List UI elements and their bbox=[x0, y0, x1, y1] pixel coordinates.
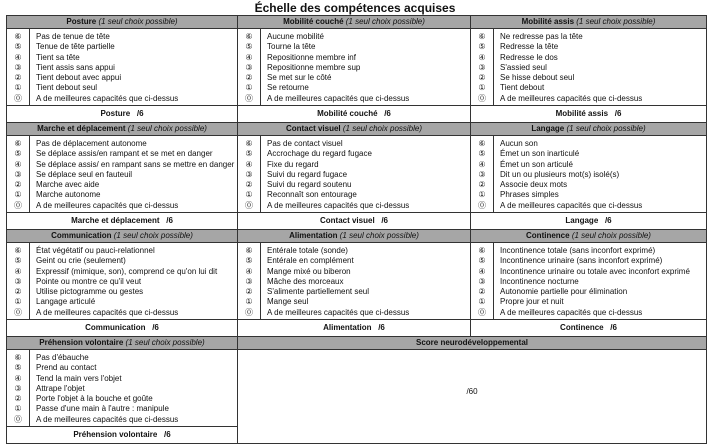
prehension-volontaire-item: Pas d'ébauche bbox=[36, 353, 89, 362]
continence-item: Incontinence nocturne bbox=[500, 276, 579, 286]
competence-scale-table bbox=[6, 15, 707, 444]
score-option-6[interactable]: ⑥ bbox=[478, 246, 486, 255]
contact-visuel-item: Suivi du regard fugace bbox=[267, 169, 348, 179]
score-option-1[interactable]: ① bbox=[478, 190, 486, 200]
score-option-3[interactable]: ③ bbox=[478, 276, 486, 286]
marche-et-deplacement-item: Marche autonome bbox=[36, 190, 101, 200]
score-option-5[interactable]: ⑤ bbox=[478, 149, 486, 159]
prehension-volontaire-options bbox=[7, 350, 238, 427]
score-column bbox=[471, 136, 494, 212]
communication-item: Geint ou crie (seulement) bbox=[36, 256, 126, 266]
score-option-0[interactable]: ⓪ bbox=[478, 307, 486, 317]
choice-note: (1 seul choix possible) bbox=[345, 17, 425, 26]
mobilite-couche-header bbox=[238, 16, 471, 29]
item-column bbox=[30, 29, 237, 105]
choice-note: (1 seul choix possible) bbox=[342, 124, 423, 133]
continence-header bbox=[471, 230, 707, 243]
score-option-0[interactable]: ⓪ bbox=[14, 307, 22, 317]
prehension-volontaire-item: Attrape l'objet bbox=[36, 383, 85, 393]
marche-et-deplacement-header bbox=[7, 123, 238, 136]
score-option-4[interactable]: ④ bbox=[245, 159, 253, 169]
score-column bbox=[7, 136, 30, 212]
langage-header bbox=[471, 123, 707, 136]
score-column bbox=[7, 29, 30, 105]
score-option-0[interactable]: ⓪ bbox=[245, 93, 253, 103]
score-option-1[interactable]: ① bbox=[478, 297, 486, 307]
posture-options bbox=[7, 29, 238, 106]
score-option-6[interactable]: ⑥ bbox=[245, 32, 253, 41]
mobilite-assis-item: A de meilleures capacités que ci-dessus bbox=[500, 93, 643, 103]
prehension-volontaire-item: A de meilleures capacités que ci-dessus bbox=[36, 414, 179, 424]
score-option-5[interactable]: ⑤ bbox=[14, 363, 22, 373]
continence-title: Continence bbox=[526, 231, 570, 240]
score-option-0[interactable]: ⓪ bbox=[14, 93, 22, 103]
score-option-1[interactable]: ① bbox=[478, 83, 486, 93]
communication-item: État végétatif ou pauci-relationnel bbox=[36, 246, 155, 255]
contact-visuel-options bbox=[238, 136, 471, 213]
marche-et-deplacement-subtotal: Marche et déplacement /6 bbox=[7, 213, 238, 230]
langage-item: Dit un ou plusieurs mot(s) isolé(s) bbox=[500, 169, 620, 179]
score-option-6[interactable]: ⑥ bbox=[245, 139, 253, 148]
posture-item: Tient debout avec appui bbox=[36, 73, 122, 83]
mobilite-couche-item: A de meilleures capacités que ci-dessus bbox=[267, 93, 410, 103]
mobilite-assis-item: Se hisse debout seul bbox=[500, 73, 575, 83]
choice-note: (1 seul choix possible) bbox=[571, 231, 651, 240]
posture-title: Posture bbox=[66, 17, 97, 26]
marche-et-deplacement-item: Marche avec aide bbox=[36, 180, 100, 190]
score-option-4[interactable]: ④ bbox=[245, 266, 253, 276]
contact-visuel-item: Accrochage du regard fugace bbox=[267, 149, 372, 159]
alimentation-item: Mâche des morceaux bbox=[267, 276, 344, 286]
mobilite-assis-item: Redresse la tête bbox=[500, 42, 559, 52]
langage-title: Langage bbox=[531, 124, 565, 133]
alimentation-item: Mange seul bbox=[267, 297, 309, 307]
alimentation-item: Mange mixé ou biberon bbox=[267, 266, 351, 276]
mobilite-assis-header bbox=[471, 16, 707, 29]
continence-item: Incontinence totale (sans inconfort exprimé) bbox=[500, 246, 656, 255]
score-option-3[interactable]: ③ bbox=[245, 276, 253, 286]
score-option-0[interactable]: ⓪ bbox=[478, 93, 486, 103]
score-option-2[interactable]: ② bbox=[14, 394, 22, 404]
communication-subtotal: Communication /6 bbox=[7, 320, 238, 337]
mobilite-assis-subtotal: Mobilité assis /6 bbox=[471, 106, 707, 123]
score-option-3[interactable]: ③ bbox=[14, 169, 22, 179]
marche-et-deplacement-title: Marche et déplacement bbox=[37, 124, 126, 133]
contact-visuel-item: A de meilleures capacités que ci-dessus bbox=[267, 200, 410, 210]
mobilite-couche-item: Aucune mobilité bbox=[267, 32, 324, 41]
communication-item: A de meilleures capacités que ci-dessus bbox=[36, 307, 179, 317]
posture-item: Tient sa tête bbox=[36, 52, 80, 62]
score-option-0[interactable]: ⓪ bbox=[245, 200, 253, 210]
item-column bbox=[30, 350, 237, 426]
langage-item: Émet un son articulé bbox=[500, 159, 573, 169]
score-option-2[interactable]: ② bbox=[14, 287, 22, 297]
prehension-volontaire-item: Prend au contact bbox=[36, 363, 97, 373]
score-option-0[interactable]: ⓪ bbox=[14, 200, 22, 210]
score-option-6[interactable]: ⑥ bbox=[14, 32, 22, 41]
continence-item: Propre jour et nuit bbox=[500, 297, 564, 307]
marche-et-deplacement-item: Se déplace seul en fauteuil bbox=[36, 169, 133, 179]
score-option-6[interactable]: ⑥ bbox=[14, 246, 22, 255]
score-option-6[interactable]: ⑥ bbox=[14, 353, 22, 362]
prehension-volontaire-title: Préhension volontaire bbox=[39, 338, 124, 347]
communication-header bbox=[7, 230, 238, 243]
score-option-2[interactable]: ② bbox=[478, 180, 486, 190]
score-option-6[interactable]: ⑥ bbox=[478, 139, 486, 148]
alimentation-item: Entérale totale (sonde) bbox=[267, 246, 348, 255]
posture-header bbox=[7, 16, 238, 29]
score-column bbox=[238, 29, 261, 105]
score-option-5[interactable]: ⑤ bbox=[14, 42, 22, 52]
item-column bbox=[261, 243, 470, 319]
prehension-volontaire-subtotal: Préhension volontaire /6 bbox=[7, 427, 238, 444]
item-column bbox=[261, 136, 470, 212]
score-option-5[interactable]: ⑤ bbox=[245, 42, 253, 52]
score-total-value: /60 bbox=[466, 387, 478, 396]
posture-item: Tenue de tête partielle bbox=[36, 42, 115, 52]
langage-item: Associe deux mots bbox=[500, 180, 568, 190]
langage-item: A de meilleures capacités que ci-dessus bbox=[500, 200, 643, 210]
choice-note: (1 seul choix possible) bbox=[113, 231, 193, 240]
continence-item: A de meilleures capacités que ci-dessus bbox=[500, 307, 643, 317]
mobilite-assis-item: Ne redresse pas la tête bbox=[500, 32, 583, 41]
score-option-4[interactable]: ④ bbox=[245, 52, 253, 62]
score-option-5[interactable]: ⑤ bbox=[14, 149, 22, 159]
posture-subtotal: Posture /6 bbox=[7, 106, 238, 123]
mobilite-couche-item: Repositionne membre inf bbox=[267, 52, 356, 62]
contact-visuel-item: Fixe du regard bbox=[267, 159, 319, 169]
choice-note: (1 seul choix possible) bbox=[339, 231, 419, 240]
contact-visuel-item: Pas de contact visuel bbox=[267, 139, 343, 148]
mobilite-couche-item: Tourne la tête bbox=[267, 42, 316, 52]
marche-et-deplacement-item: Pas de déplacement autonome bbox=[36, 139, 147, 148]
communication-options bbox=[7, 243, 238, 320]
score-option-2[interactable]: ② bbox=[478, 287, 486, 297]
score-option-4[interactable]: ④ bbox=[14, 373, 22, 383]
score-option-5[interactable]: ⑤ bbox=[478, 42, 486, 52]
choice-note: (1 seul choix possible) bbox=[566, 124, 646, 133]
score-column bbox=[7, 350, 30, 426]
score-option-4[interactable]: ④ bbox=[478, 159, 486, 169]
contact-visuel-title: Contact visuel bbox=[285, 124, 341, 133]
score-total-cell bbox=[238, 350, 707, 444]
langage-item: Émet un son inarticulé bbox=[500, 149, 580, 159]
score-option-0[interactable]: ⓪ bbox=[245, 307, 253, 317]
continence-item: Incontinence urinaire (sans inconfort exprimé) bbox=[500, 256, 663, 266]
langage-item: Aucun son bbox=[500, 139, 538, 148]
communication-item: Pointe ou montre ce qu'il veut bbox=[36, 276, 142, 286]
score-option-4[interactable]: ④ bbox=[14, 159, 22, 169]
choice-note: (1 seul choix possible) bbox=[125, 338, 205, 347]
score-option-0[interactable]: ⓪ bbox=[14, 414, 22, 424]
marche-et-deplacement-item: Se déplace assis/en rampant et se met en danger bbox=[36, 149, 213, 159]
score-column bbox=[7, 243, 30, 319]
mobilite-assis-item: S'assied seul bbox=[500, 62, 547, 72]
mobilite-couche-item: Se met sur le côté bbox=[267, 73, 332, 83]
score-option-4[interactable]: ④ bbox=[478, 266, 486, 276]
score-option-1[interactable]: ① bbox=[245, 190, 253, 200]
mobilite-assis-item: Redresse le dos bbox=[500, 52, 558, 62]
continence-item: Incontinence urinaire ou totale avec inconfort exprimé bbox=[500, 266, 690, 276]
marche-et-deplacement-item: Se déplace assis/ en rampant sans se mettre en danger bbox=[36, 159, 235, 169]
alimentation-header bbox=[238, 230, 471, 243]
mobilite-assis-title: Mobilité assis bbox=[521, 17, 575, 26]
mobilite-couche-item: Se retourne bbox=[267, 83, 309, 93]
score-option-3[interactable]: ③ bbox=[14, 276, 22, 286]
mobilite-assis-item: Tient debout bbox=[500, 83, 545, 93]
contact-visuel-item: Reconnaît son entourage bbox=[267, 190, 357, 200]
mobilite-couche-subtotal: Mobilité couché /6 bbox=[238, 106, 471, 123]
item-column bbox=[30, 243, 237, 319]
item-column bbox=[494, 243, 706, 319]
posture-item: Pas de tenue de tête bbox=[36, 32, 110, 41]
langage-item: Phrases simples bbox=[500, 190, 559, 200]
score-option-3[interactable]: ③ bbox=[478, 169, 486, 179]
posture-item: A de meilleures capacités que ci-dessus bbox=[36, 93, 179, 103]
score-option-2[interactable]: ② bbox=[245, 73, 253, 83]
alimentation-item: S'alimente partiellement seul bbox=[267, 287, 370, 297]
alimentation-title: Alimentation bbox=[289, 231, 338, 240]
page-title: Échelle des compétences acquises bbox=[254, 1, 456, 15]
posture-item: Tient debout seul bbox=[36, 83, 98, 93]
item-column bbox=[494, 29, 706, 105]
contact-visuel-header bbox=[238, 123, 471, 136]
score-option-3[interactable]: ③ bbox=[14, 383, 22, 393]
communication-item: Langage articulé bbox=[36, 297, 96, 307]
score-option-5[interactable]: ⑤ bbox=[478, 256, 486, 266]
alimentation-item: A de meilleures capacités que ci-dessus bbox=[267, 307, 410, 317]
continence-item: Autonomie partielle pour élimination bbox=[500, 287, 628, 297]
mobilite-couche-title: Mobilité couché bbox=[283, 17, 344, 26]
marche-et-deplacement-options bbox=[7, 136, 238, 213]
communication-item: Utilise pictogramme ou gestes bbox=[36, 287, 144, 297]
score-column bbox=[238, 243, 261, 319]
score-option-2[interactable]: ② bbox=[245, 180, 253, 190]
score-option-3[interactable]: ③ bbox=[14, 62, 22, 72]
posture-item: Tient assis sans appui bbox=[36, 62, 115, 72]
item-column bbox=[30, 136, 237, 212]
choice-note: (1 seul choix possible) bbox=[98, 17, 178, 26]
alimentation-options bbox=[238, 243, 471, 320]
langage-subtotal: Langage /6 bbox=[471, 213, 707, 230]
score-option-5[interactable]: ⑤ bbox=[245, 149, 253, 159]
score-option-5[interactable]: ⑤ bbox=[245, 256, 253, 266]
score-option-1[interactable]: ① bbox=[245, 297, 253, 307]
score-option-1[interactable]: ① bbox=[14, 297, 22, 307]
marche-et-deplacement-item: A de meilleures capacités que ci-dessus bbox=[36, 200, 179, 210]
score-option-2[interactable]: ② bbox=[14, 73, 22, 83]
continence-options bbox=[471, 243, 707, 320]
prehension-volontaire-header bbox=[7, 337, 238, 350]
contact-visuel-item: Suivi du regard soutenu bbox=[267, 180, 352, 190]
langage-options bbox=[471, 136, 707, 213]
score-option-3[interactable]: ③ bbox=[478, 62, 486, 72]
score-total-header: Score neurodéveloppemental bbox=[238, 337, 707, 350]
mobilite-assis-options bbox=[471, 29, 707, 106]
score-column bbox=[471, 243, 494, 319]
score-option-1[interactable]: ① bbox=[14, 83, 22, 93]
score-column bbox=[238, 136, 261, 212]
score-option-4[interactable]: ④ bbox=[14, 266, 22, 276]
score-option-4[interactable]: ④ bbox=[478, 52, 486, 62]
score-option-0[interactable]: ⓪ bbox=[478, 200, 486, 210]
prehension-volontaire-item: Porte l'objet à la bouche et goûte bbox=[36, 394, 153, 404]
alimentation-subtotal: Alimentation /6 bbox=[238, 320, 471, 337]
choice-note: (1 seul choix possible) bbox=[127, 124, 207, 133]
communication-item: Expressif (mimique, son), comprend ce qu'on lui dit bbox=[36, 266, 218, 276]
score-option-4[interactable]: ④ bbox=[14, 52, 22, 62]
score-option-1[interactable]: ① bbox=[14, 404, 22, 414]
contact-visuel-subtotal: Contact visuel /6 bbox=[238, 213, 471, 230]
item-column bbox=[494, 136, 706, 212]
prehension-volontaire-item: Tend la main vers l'objet bbox=[36, 373, 122, 383]
alimentation-item: Entérale en complément bbox=[267, 256, 354, 266]
mobilite-couche-item: Repositionne membre sup bbox=[267, 62, 361, 72]
continence-subtotal: Continence /6 bbox=[471, 320, 707, 337]
score-option-6[interactable]: ⑥ bbox=[245, 246, 253, 255]
score-option-6[interactable]: ⑥ bbox=[14, 139, 22, 148]
score-option-1[interactable]: ① bbox=[14, 190, 22, 200]
choice-note: (1 seul choix possible) bbox=[576, 17, 656, 26]
score-option-6[interactable]: ⑥ bbox=[478, 32, 486, 41]
score-option-2[interactable]: ② bbox=[245, 287, 253, 297]
score-option-1[interactable]: ① bbox=[245, 83, 253, 93]
mobilite-couche-options bbox=[238, 29, 471, 106]
score-option-2[interactable]: ② bbox=[478, 73, 486, 83]
prehension-volontaire-item: Passe d'une main à l'autre : manipule bbox=[36, 404, 169, 414]
score-option-3[interactable]: ③ bbox=[245, 169, 253, 179]
item-column bbox=[261, 29, 470, 105]
score-option-3[interactable]: ③ bbox=[245, 62, 253, 72]
score-option-2[interactable]: ② bbox=[14, 180, 22, 190]
score-column bbox=[471, 29, 494, 105]
score-option-5[interactable]: ⑤ bbox=[14, 256, 22, 266]
communication-title: Communication bbox=[51, 231, 112, 240]
